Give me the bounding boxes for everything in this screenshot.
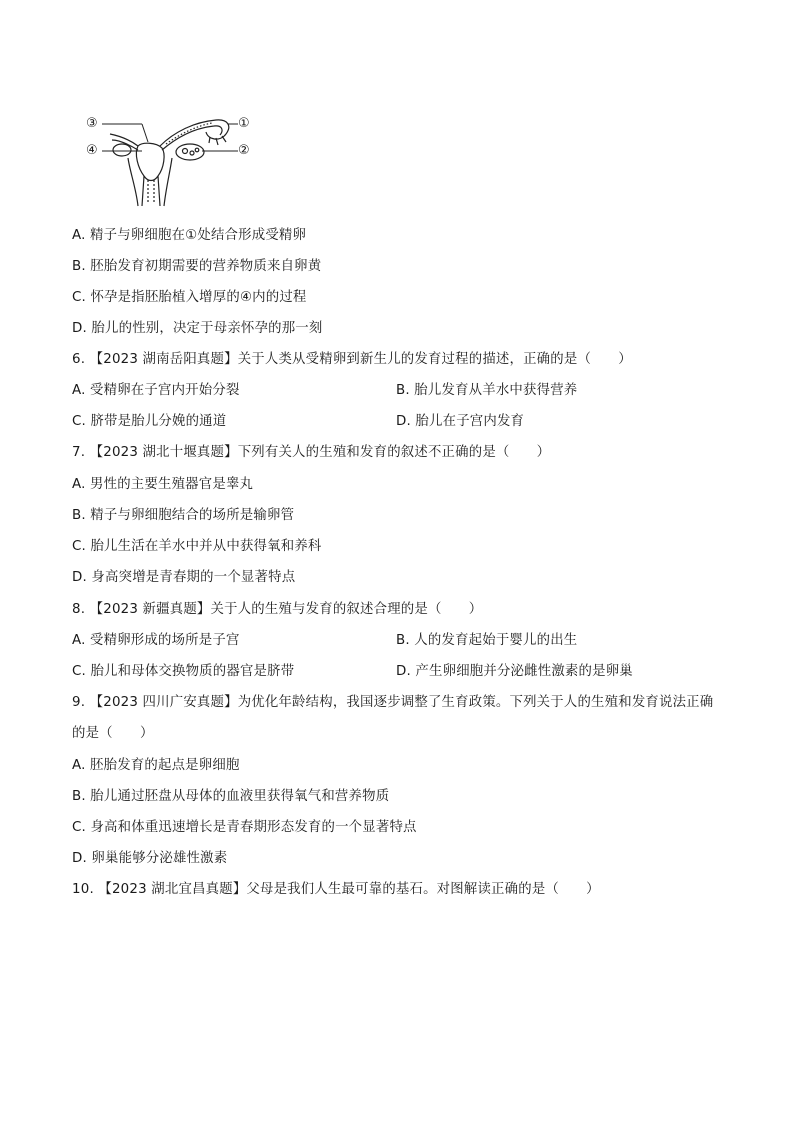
- q6-option-d: D. 胎儿在子宫内发育: [396, 414, 525, 429]
- q5-option-d: D. 胎儿的性别，决定于母亲怀孕的那一刻: [72, 321, 323, 336]
- q9-option-d: D. 卵巢能够分泌雄性激素: [72, 851, 228, 866]
- q6-option-b: B. 胎儿发育从羊水中获得营养: [396, 383, 578, 398]
- q7-option-a: A. 男性的主要生殖器官是睾丸: [72, 477, 254, 492]
- q7-option-d: D. 身高突增是青春期的一个显著特点: [72, 570, 296, 585]
- q5-option-c: C. 怀孕是指胚胎植入增厚的④内的过程: [72, 290, 307, 305]
- q5-option-b: B. 胚胎发育初期需要的营养物质来自卵黄: [72, 259, 322, 274]
- figure-label-3: ③: [86, 116, 98, 131]
- q6-option-c: C. 脐带是胎儿分娩的通道: [72, 414, 227, 429]
- q9-stem-line1: 9. 【2023 四川广安真题】为优化年龄结构，我国逐步调整了生育政策。下列关于人的生殖和发育说法正确: [72, 695, 714, 710]
- q5-option-a: A. 精子与卵细胞在①处结合形成受精卵: [72, 228, 307, 243]
- q7-option-b: B. 精子与卵细胞结合的场所是输卵管: [72, 508, 295, 523]
- q8-option-c: C. 胎儿和母体交换物质的器官是脐带: [72, 664, 295, 679]
- reproductive-system-figure: [82, 110, 262, 210]
- q7-stem: 7. 【2023 湖北十堰真题】下列有关人的生殖和发育的叙述不正确的是（ ）: [72, 445, 551, 460]
- q10-stem: 10. 【2023 湖北宜昌真题】父母是我们人生最可靠的基石。对图解读正确的是（ ）: [72, 882, 600, 897]
- figure-label-2: ②: [238, 143, 250, 158]
- q8-option-a: A. 受精卵形成的场所是子宫: [72, 633, 240, 648]
- q8-option-d: D. 产生卵细胞并分泌雌性激素的是卵巢: [396, 664, 633, 679]
- q9-stem-line2: 的是（ ）: [72, 726, 154, 741]
- figure-label-4: ④: [86, 143, 98, 158]
- q6-option-a: A. 受精卵在子宫内开始分裂: [72, 383, 240, 398]
- q8-option-b: B. 人的发育起始于婴儿的出生: [396, 633, 578, 648]
- q8-stem: 8. 【2023 新疆真题】关于人的生殖与发育的叙述合理的是（ ）: [72, 602, 483, 617]
- figure-label-1: ①: [238, 116, 250, 131]
- q9-option-c: C. 身高和体重迅速增长是青春期形态发育的一个显著特点: [72, 820, 417, 835]
- q9-option-a: A. 胚胎发育的起点是卵细胞: [72, 758, 240, 773]
- q7-option-c: C. 胎儿生活在羊水中并从中获得氧和养科: [72, 539, 322, 554]
- q6-stem: 6. 【2023 湖南岳阳真题】关于人类从受精卵到新生儿的发育过程的描述，正确的是（ ）: [72, 352, 632, 367]
- reproductive-diagram: [82, 110, 262, 210]
- q9-option-b: B. 胎儿通过胚盘从母体的血液里获得氧气和营养物质: [72, 789, 390, 804]
